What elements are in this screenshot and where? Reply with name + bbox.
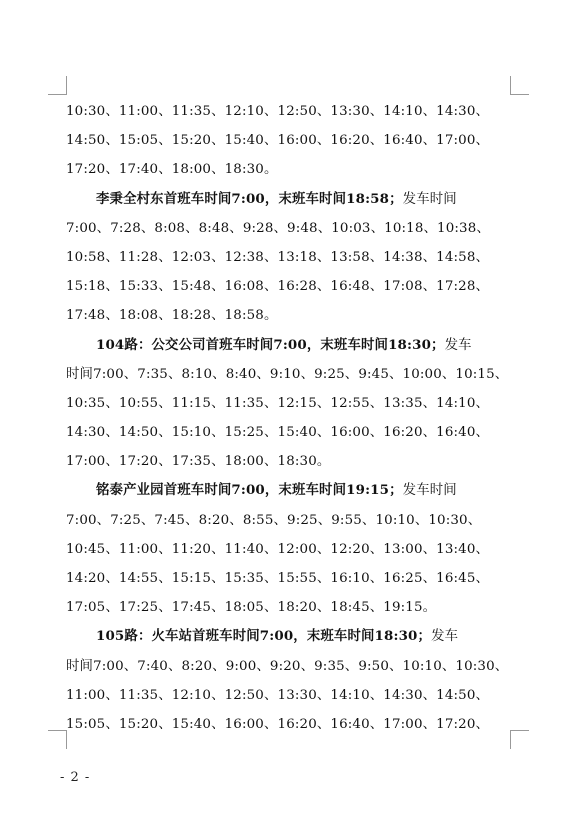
schedule-line: [66, 389, 512, 418]
route-title: 铭泰产业园首班车时间7:00，末班车时间19:15；: [96, 482, 403, 499]
schedule-line: [66, 593, 512, 622]
route-heading-line: [66, 185, 512, 214]
schedule-text: 14:30、14:50、15:10、15:25、15:40、16:00、16:20、16:40、: [66, 425, 490, 441]
schedule-line: [66, 97, 512, 126]
schedule-line: [66, 155, 512, 184]
schedule-text: 17:48、18:08、18:28、18:58。: [66, 308, 278, 324]
schedule-text: 11:00、11:35、12:10、12:50、13:30、14:10、14:30、14:50、: [66, 687, 490, 703]
route-heading-line: [66, 622, 512, 651]
route-title: 105路：火车站首班车时间7:00，末班车时间18:30；: [96, 628, 432, 645]
schedule-text: 发车: [444, 337, 472, 353]
route-heading-line: [66, 476, 512, 505]
page-number: - 2 -: [60, 770, 91, 785]
schedule-text: 时间7:00、7:35、8:10、8:40、9:10、9:25、9:45、10:00、10:15、: [66, 366, 509, 382]
crop-mark-top-left: [48, 76, 67, 95]
schedule-line: [66, 710, 512, 739]
crop-mark-top-right: [510, 76, 529, 95]
schedule-text: 10:58、11:28、12:03、12:38、13:18、13:58、14:38、14:58、: [66, 249, 490, 265]
schedule-text: 7:00、7:25、7:45、8:20、8:55、9:25、9:55、10:10、10:30、: [66, 512, 482, 528]
schedule-line: [66, 506, 512, 535]
schedule-line: [66, 243, 512, 272]
schedule-line: [66, 301, 512, 330]
schedule-text: 7:00、7:28、8:08、8:48、9:28、9:48、10:03、10:18、10:38、: [66, 220, 490, 236]
schedule-line: [66, 272, 512, 301]
schedule-text: 发车时间: [402, 483, 457, 499]
schedule-text: 14:50、15:05、15:20、15:40、16:00、16:20、16:40、17:00、: [66, 133, 490, 149]
schedule-text: 17:00、17:20、17:35、18:00、18:30。: [66, 454, 331, 470]
schedule-text: 10:30、11:00、11:35、12:10、12:50、13:30、14:10、14:30、: [66, 104, 490, 119]
schedule-line: [66, 418, 512, 447]
schedule-text: 发车: [431, 629, 459, 645]
schedule-text: 15:05、15:20、15:40、16:00、16:20、16:40、17:00、17:20、: [66, 716, 490, 732]
route-title: 李秉全村东首班车时间7:00，末班车时间18:58；: [96, 190, 403, 207]
schedule-line: [66, 360, 512, 389]
schedule-line: [66, 214, 512, 243]
schedule-line: [66, 447, 512, 476]
schedule-text: 时间7:00、7:40、8:20、9:00、9:20、9:35、9:50、10:10、10:30、: [66, 658, 509, 674]
route-heading-line: [66, 331, 512, 360]
schedule-line: [66, 564, 512, 593]
schedule-text: 17:05、17:25、17:45、18:05、18:20、18:45、19:15。: [66, 600, 437, 616]
schedule-text: 10:35、10:55、11:15、11:35、12:15、12:55、13:35、14:10、: [66, 395, 490, 411]
schedule-line: [66, 681, 512, 710]
schedule-text: 14:20、14:55、15:15、15:35、15:55、16:10、16:25、16:45、: [66, 571, 490, 586]
crop-mark-bottom-right: [510, 730, 529, 749]
route-title: 104路：公交公司首班车时间7:00，末班车时间18:30；: [96, 336, 445, 353]
schedule-text: 15:18、15:33、15:48、16:08、16:28、16:48、17:08、17:28、: [66, 279, 490, 295]
crop-mark-bottom-left: [48, 730, 67, 749]
document-body: [66, 97, 512, 739]
schedule-text: 17:20、17:40、18:00、18:30。: [66, 162, 278, 178]
schedule-text: 发车时间: [402, 191, 457, 207]
schedule-text: 10:45、11:00、11:20、11:40、12:00、12:20、13:00、13:40、: [66, 541, 490, 557]
schedule-line: [66, 652, 512, 681]
schedule-line: [66, 535, 512, 564]
schedule-line: [66, 126, 512, 155]
